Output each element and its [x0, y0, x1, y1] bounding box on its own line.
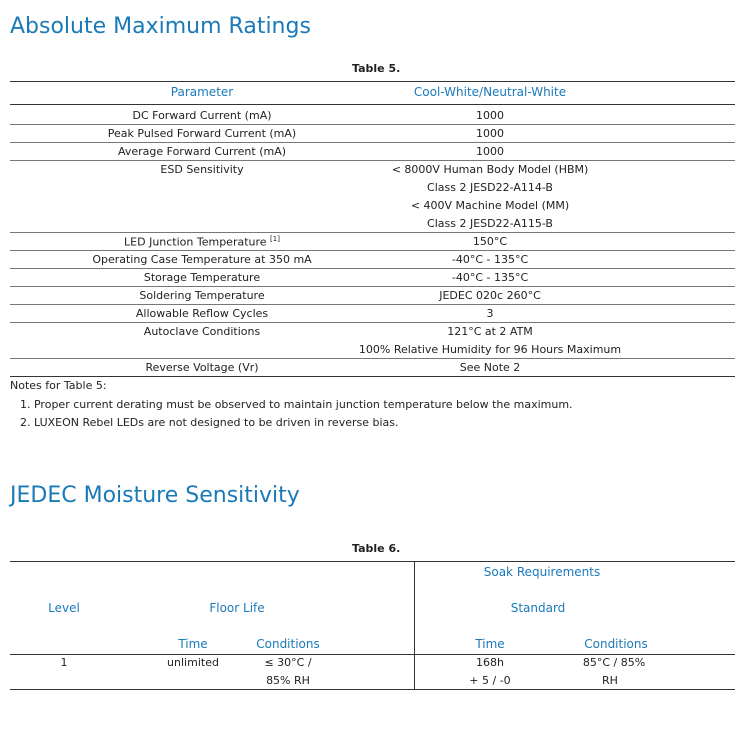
section-title-jedec-moisture-sensitivity: JEDEC Moisture Sensitivity: [10, 483, 300, 508]
table-6-conditions-line-2: 85% RH: [266, 674, 310, 687]
table-5-row-value: Class 2 JESD22-A115-B: [427, 217, 553, 230]
table-5-row-rule: [10, 304, 735, 305]
notes-title: Notes for Table 5:: [10, 379, 107, 392]
table-5-row-parameter: [92, 253, 311, 266]
note-1: 1. Proper current derating must be observed to maintain junction temperature below the maximum.: [20, 398, 573, 411]
table-6-soak-conditions-line-2: RH: [602, 674, 618, 687]
table-5-top-rule: [10, 81, 735, 82]
parameter-text: Average Forward Current (mA): [117, 145, 287, 158]
table-5-row-parameter: [118, 145, 286, 158]
section-title-absolute-maximum-ratings: Absolute Maximum Ratings: [10, 14, 311, 39]
parameter-text: Soldering Temperature: [139, 289, 265, 302]
parameter-text: Operating Case Temperature at 350 mA: [92, 253, 312, 266]
table-5-row-parameter: [144, 325, 260, 338]
table-5-row-rule: [10, 250, 735, 251]
parameter-text: DC Forward Current (mA): [132, 109, 272, 122]
table-6-conditions-line-1: ≤ 30°C /: [264, 656, 312, 669]
table-6-header-floor-life: Floor Life: [209, 601, 265, 615]
parameter-text: Peak Pulsed Forward Current (mA): [107, 127, 297, 140]
table-5-row-rule: [10, 232, 735, 233]
table-6-header-soak-time: Time: [475, 637, 505, 651]
parameter-text: ESD Sensitivity: [160, 163, 244, 176]
parameter-text: LED Junction Temperature: [124, 235, 267, 249]
table-5-row-parameter: [132, 109, 271, 122]
table-6-bottom-rule: [10, 689, 735, 690]
table-5-row-parameter: [139, 289, 264, 302]
table-6-soak-time-line-1: 168h: [476, 656, 504, 669]
table-5-row-rule: [10, 160, 735, 161]
table-6-header-soak-conditions: Conditions: [584, 637, 648, 651]
parameter-text: Reverse Voltage (Vr): [145, 361, 259, 374]
table-6-soak-time-line-2: + 5 / -0: [469, 674, 511, 687]
table-5-row-value: < 8000V Human Body Model (HBM): [391, 163, 589, 176]
table-5-row-value: -40°C - 135°C: [451, 253, 529, 266]
parameter-text: Allowable Reflow Cycles: [135, 307, 269, 320]
table-6-header-time: Time: [178, 637, 208, 651]
table-5-row-parameter: [136, 307, 268, 320]
table-5-row-value: 3: [486, 307, 494, 320]
table-5-row-value: -40°C - 135°C: [451, 271, 529, 284]
table-5-row-rule: [10, 358, 735, 359]
table-5-row-value: JEDEC 020c 260°C: [439, 289, 541, 302]
table-5-row-rule: [10, 124, 735, 125]
table-5-row-value: 1000: [476, 109, 504, 122]
table-6-header-conditions: Conditions: [256, 637, 320, 651]
table-5-row-value: See Note 2: [459, 361, 521, 374]
table-5-row-parameter: [108, 127, 296, 140]
table-6-caption: Table 6.: [352, 542, 401, 555]
table-6-time: unlimited: [167, 656, 219, 669]
table-5-row-parameter: [124, 235, 280, 249]
table-6-soak-conditions-line-1: 85°C / 85%: [582, 656, 646, 669]
table-6-header-standard: Standard: [510, 601, 566, 615]
table-5-row-parameter: [160, 163, 243, 176]
table-5-row-value: 1000: [476, 145, 504, 158]
table-6-level: 1: [60, 656, 68, 669]
table-6-header-rule: [10, 654, 735, 655]
table-5-row-parameter: [145, 361, 258, 374]
table-6-top-rule: [10, 561, 735, 562]
table-5-row-value: 121°C at 2 ATM: [447, 325, 533, 338]
table-5-caption: Table 5.: [352, 62, 401, 75]
table-5-row-value: 100% Relative Humidity for 96 Hours Maximum: [358, 343, 622, 356]
parameter-text: Autoclave Conditions: [143, 325, 261, 338]
table-5-row-value: Class 2 JESD22-A114-B: [427, 181, 553, 194]
table-6-header-soak-requirements: Soak Requirements: [483, 565, 601, 579]
footnote-ref: [1]: [270, 235, 280, 243]
table-5-bottom-rule: [10, 376, 735, 377]
table-5-row-value: 150°C: [472, 235, 508, 248]
table-5-row-rule: [10, 142, 735, 143]
table-6-divider: [414, 561, 415, 689]
table-5-header-rule: [10, 104, 735, 105]
table-5-header-value: Cool-White/Neutral-White: [413, 85, 567, 99]
table-5-row-value: 1000: [476, 127, 504, 140]
parameter-text: Storage Temperature: [143, 271, 261, 284]
table-5-row-rule: [10, 322, 735, 323]
note-2: 2. LUXEON Rebel LEDs are not designed to be driven in reverse bias.: [20, 416, 399, 429]
table-5-header-parameter: Parameter: [170, 85, 234, 99]
table-5-row-rule: [10, 286, 735, 287]
table-5-row-rule: [10, 268, 735, 269]
table-6-header-level: Level: [48, 601, 80, 615]
table-5-row-parameter: [144, 271, 260, 284]
table-5-row-value: < 400V Machine Model (MM): [410, 199, 570, 212]
